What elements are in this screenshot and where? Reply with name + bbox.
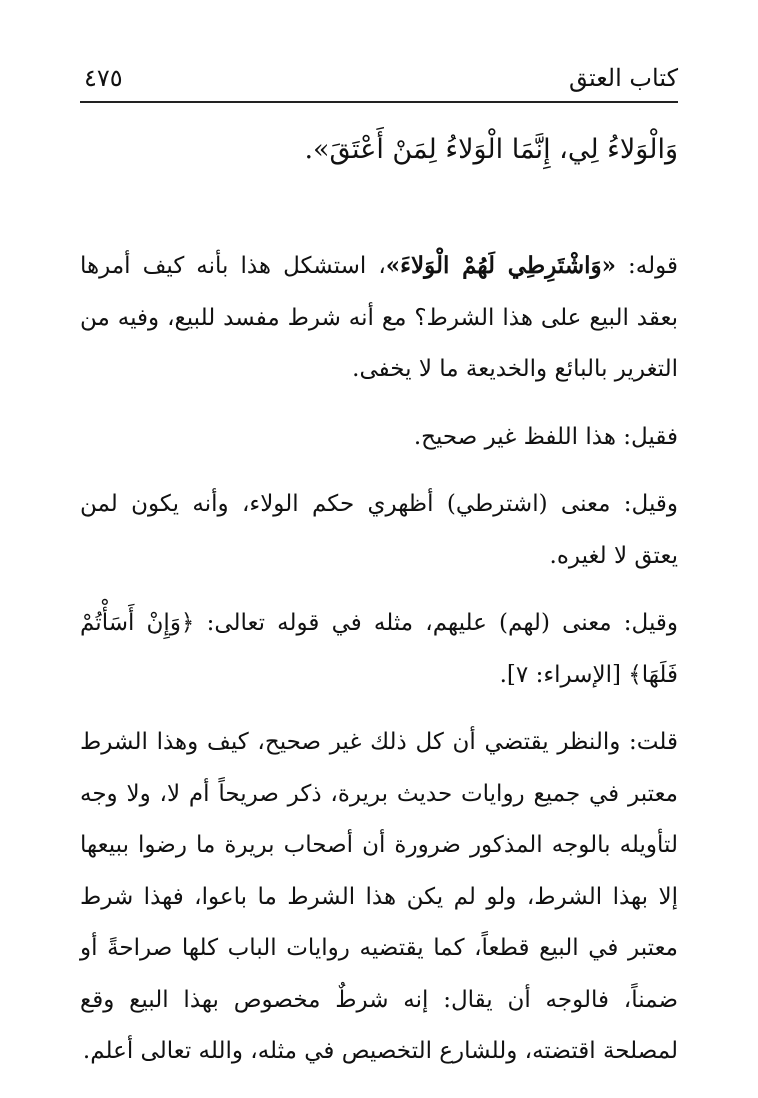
- paragraph: وقيل: معنى (اشترطي) أظهري حكم الولاء، وأنه يكون لمن يعتق لا لغيره.: [80, 491, 678, 569]
- chapter-title: كتاب العتق: [568, 64, 678, 92]
- hadith-quote: وَالْوَلاءُ لِي، إِنَّمَا الْوَلاءُ لِمَنْ أَعْتَقَ».: [304, 134, 678, 165]
- body-text: [80, 240, 678, 1094]
- paragraph: فقيل: هذا اللفظ غير صحيح.: [413, 423, 678, 450]
- hadith-phrase: «وَاشْتَرِطِي لَهُمْ الْوَلاءَ»: [385, 252, 616, 279]
- paragraph: وقيل: معنى (لهم) عليهم، مثله في قوله تعالى: ﴿وَإِنْ أَسَأْتُمْ فَلَهَا﴾ [الإسراء: ٧].: [80, 610, 678, 688]
- paragraph: قلت: والنظر يقتضي أن كل ذلك غير صحيح، كيف وهذا الشرط معتبر في جميع روايات حديث بريرة، ذكر صريحاً أم لا، ولا وجه لتأويله بالوجه المذكور ضرورة أن أصحاب بريرة ما رضوا ببيعها إلا بهذا الشرط، ولو لم يكن هذا الشرط ما باعوا، فهذا شرط معتبر في البيع قطعاً، كما يقتضيه روايات الباب كلها صراحةً أو ضمناً، فالوجه أن يقال: إنه شرطٌ مخصوص بهذا البيع وقع لمصلحة اقتضته، وللشارع التخصيص في مثله، والله تعالى أعلم.: [80, 729, 678, 1064]
- header-rule: [80, 101, 678, 103]
- page-number: ٤٧٥: [84, 64, 123, 92]
- running-header: [84, 58, 678, 98]
- paragraph-text: ، استشكل هذا بأنه كيف أمرها بعقد البيع على هذا الشرط؟ مع أنه شرط مفسد للبيع، وفيه من التغرير بالبائع والخديعة ما لا يخفى.: [80, 253, 678, 382]
- paragraph: [80, 240, 678, 396]
- paragraph-lead: قوله:: [615, 253, 678, 279]
